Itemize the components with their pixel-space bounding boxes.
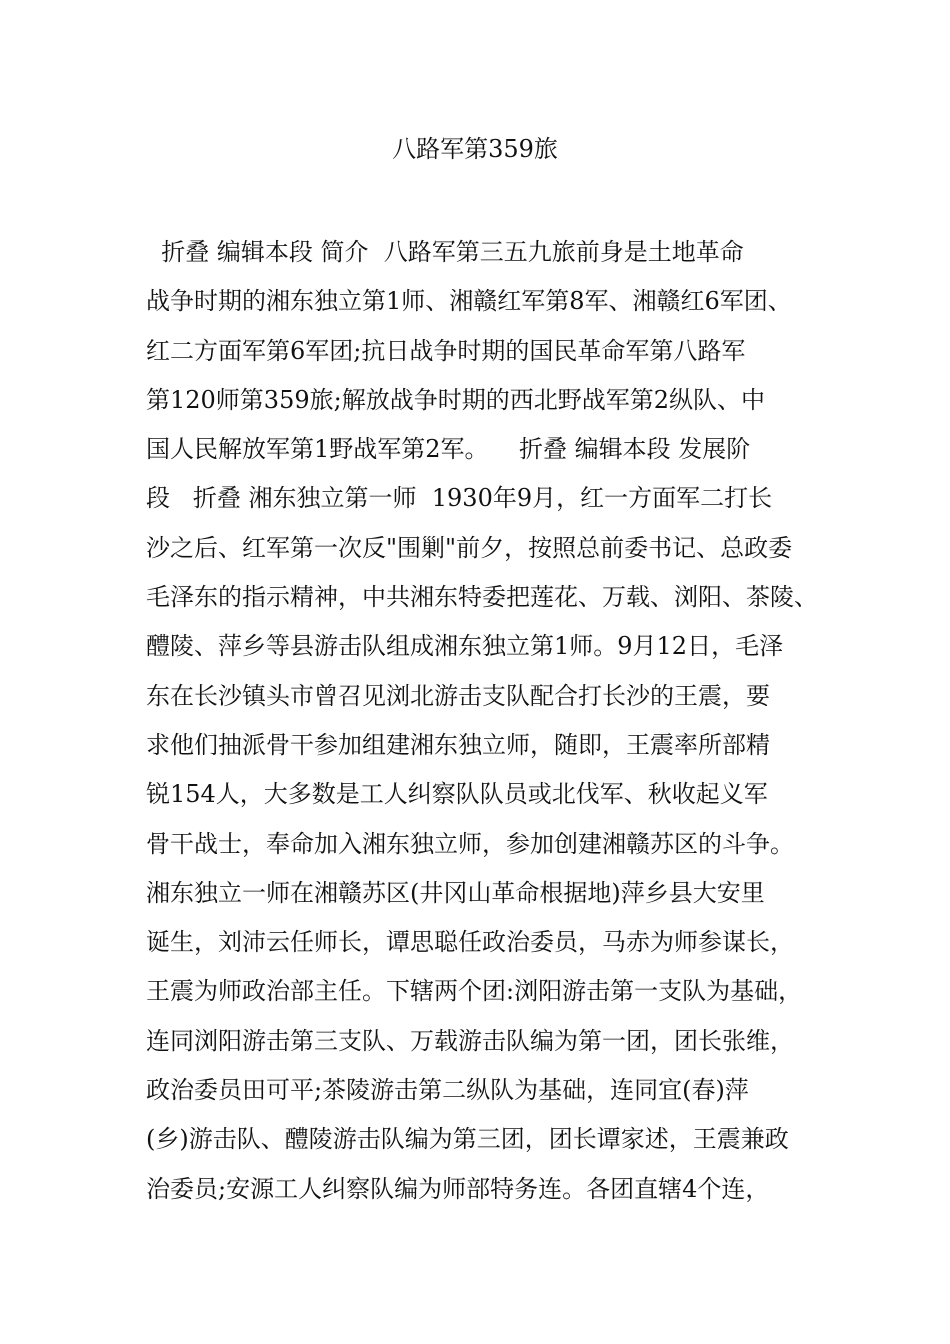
body-line: 连同浏阳游击第三支队、万载游击队编为第一团，团长张维，: [146, 1026, 794, 1055]
body-line: 政治委员田可平;茶陵游击第二纵队为基础，连同宜(春)萍: [146, 1076, 749, 1105]
body-line: 骨干战士，奉命加入湘东独立师，参加创建湘赣苏区的斗争。: [146, 829, 794, 858]
body-line: 东在长沙镇头市曾召见浏北游击支队配合打长沙的王震，要: [146, 681, 770, 710]
body-line: 湘东独立一师在湘赣苏区(井冈山革命根据地)萍乡县大安里: [146, 878, 765, 907]
body-line: 国人民解放军第1野战军第2军。 折叠 编辑本段 发展阶: [146, 435, 751, 464]
body-line: 段 折叠 湘东独立第一师 1930年9月，红一方面军二打长: [146, 484, 773, 513]
body-line: 王震为师政治部主任。下辖两个团:浏阳游击第一支队为基础，: [146, 977, 803, 1006]
document-title: 八路军第359旅: [392, 135, 558, 163]
body-line: 求他们抽派骨干参加组建湘东独立师，随即，王震率所部精: [146, 730, 770, 759]
body-line: 毛泽东的指示精神，中共湘东特委把莲花、万载、浏阳、茶陵、: [146, 583, 818, 612]
body-line: 红二方面军第6军团;抗日战争时期的国民革命军第八路军: [146, 336, 746, 365]
body-line: 锐154人，大多数是工人纠察队队员或北伐军、秋收起义军: [146, 780, 768, 809]
body-line: 醴陵、萍乡等县游击队组成湘东独立第1师。9月12日，毛泽: [146, 632, 784, 661]
body-line: 折叠 编辑本段 简介 八路军第三五九旅前身是土地革命: [146, 238, 744, 266]
body-line: 第120师第359旅;解放战争时期的西北野战军第2纵队、中: [146, 385, 765, 414]
body-line: 沙之后、红军第一次反"围剿"前夕，按照总前委书记、总政委: [146, 533, 793, 562]
body-line: 诞生，刘沛云任师长，谭思聪任政治委员，马赤为师参谋长，: [146, 928, 794, 957]
body-line: 治委员;安源工人纠察队编为师部特务连。各团直辖4个连，: [146, 1174, 770, 1203]
body-line: (乡)游击队、醴陵游击队编为第三团，团长谭家述，王震兼政: [146, 1125, 789, 1154]
document-body: [146, 228, 836, 1214]
body-line: 战争时期的湘东独立第1师、湘赣红军第8军、湘赣红6军团、: [146, 287, 792, 316]
